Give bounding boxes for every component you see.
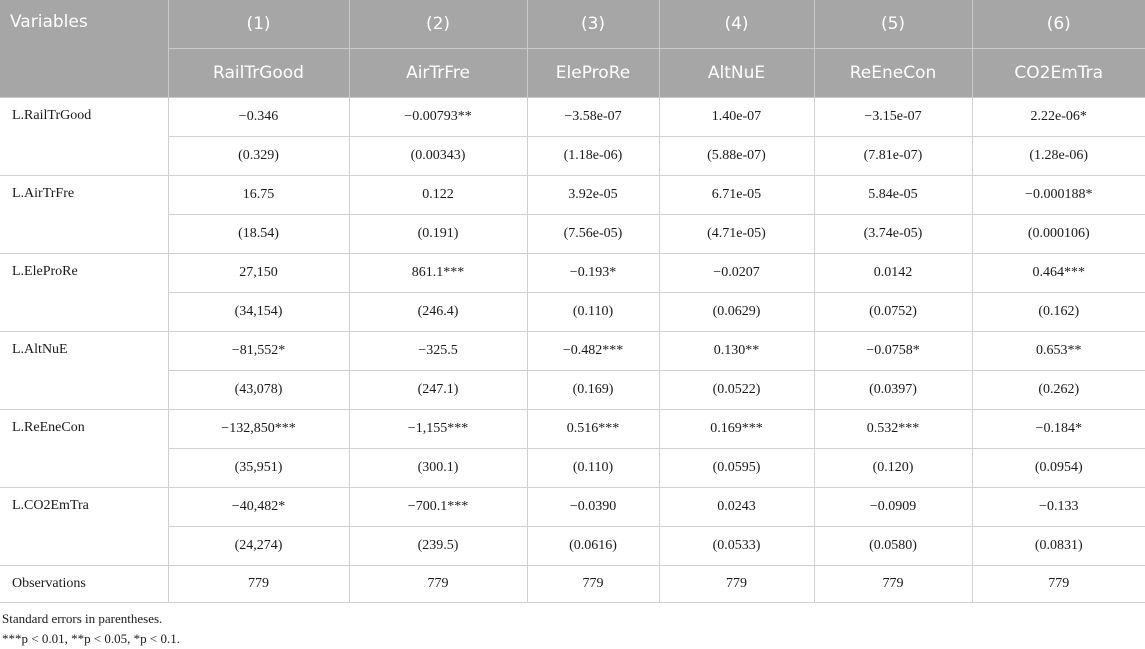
standard-error-cell: (0.0629) — [659, 293, 814, 332]
observations-label: Observations — [0, 566, 168, 603]
standard-error-cell: (0.120) — [814, 449, 972, 488]
standard-error-cell: (247.1) — [349, 371, 527, 410]
coefficient-cell: 0.516*** — [527, 410, 659, 449]
table-row — [0, 410, 1145, 449]
coefficient-cell: −3.15e-07 — [814, 98, 972, 137]
coefficient-cell: −0.193* — [527, 254, 659, 293]
table-row-standard-errors — [0, 371, 1145, 410]
coefficient-cell: −325.5 — [349, 332, 527, 371]
standard-error-cell: (0.0595) — [659, 449, 814, 488]
observations-cell: 779 — [972, 566, 1145, 603]
standard-error-cell: (35,951) — [168, 449, 349, 488]
coefficient-cell: −0.0207 — [659, 254, 814, 293]
coefficient-cell: −3.58e-07 — [527, 98, 659, 137]
coefficient-cell: −0.0390 — [527, 488, 659, 527]
column-name-2: AirTrFre — [349, 49, 527, 98]
coefficient-cell: −0.0909 — [814, 488, 972, 527]
standard-error-cell: (5.88e-07) — [659, 137, 814, 176]
table-row-standard-errors — [0, 293, 1145, 332]
coefficient-cell: 0.169*** — [659, 410, 814, 449]
standard-error-cell: (0.191) — [349, 215, 527, 254]
standard-error-cell: (43,078) — [168, 371, 349, 410]
standard-error-cell: (0.162) — [972, 293, 1145, 332]
standard-error-cell: (0.329) — [168, 137, 349, 176]
row-variable-label: L.ReEneCon — [0, 410, 168, 488]
standard-error-cell: (300.1) — [349, 449, 527, 488]
column-number-6: (6) — [972, 0, 1145, 49]
column-name-1: RailTrGood — [168, 49, 349, 98]
coefficient-cell: 2.22e-06* — [972, 98, 1145, 137]
table-row — [0, 176, 1145, 215]
coefficient-cell: −0.184* — [972, 410, 1145, 449]
standard-error-cell: (0.0831) — [972, 527, 1145, 566]
standard-error-cell: (7.56e-05) — [527, 215, 659, 254]
standard-error-cell: (18.54) — [168, 215, 349, 254]
column-name-6: CO2EmTra — [972, 49, 1145, 98]
coefficient-cell: 0.464*** — [972, 254, 1145, 293]
column-number-3: (3) — [527, 0, 659, 49]
standard-error-cell: (0.169) — [527, 371, 659, 410]
coefficient-cell: −132,850*** — [168, 410, 349, 449]
table-header — [0, 0, 1145, 98]
standard-error-cell: (0.0522) — [659, 371, 814, 410]
note-standard-errors: Standard errors in parentheses. — [2, 611, 163, 626]
observations-cell: 779 — [527, 566, 659, 603]
standard-error-cell: (0.0533) — [659, 527, 814, 566]
header-row-numbers — [0, 0, 1145, 49]
table-row — [0, 98, 1145, 137]
column-number-2: (2) — [349, 0, 527, 49]
note-significance: ***p < 0.01, **p < 0.05, *p < 0.1. — [2, 631, 180, 646]
standard-error-cell: (1.18e-06) — [527, 137, 659, 176]
standard-error-cell: (0.110) — [527, 449, 659, 488]
row-variable-label: L.AirTrFre — [0, 176, 168, 254]
standard-error-cell: (0.0580) — [814, 527, 972, 566]
row-variable-label: L.RailTrGood — [0, 98, 168, 176]
observations-cell: 779 — [349, 566, 527, 603]
coefficient-cell: 5.84e-05 — [814, 176, 972, 215]
coefficient-cell: −0.133 — [972, 488, 1145, 527]
standard-error-cell: (0.0616) — [527, 527, 659, 566]
coefficient-cell: 1.40e-07 — [659, 98, 814, 137]
row-variable-label: L.CO2EmTra — [0, 488, 168, 566]
table-row-standard-errors — [0, 215, 1145, 254]
table-row — [0, 488, 1145, 527]
table-row — [0, 332, 1145, 371]
table-row-standard-errors — [0, 449, 1145, 488]
coefficient-cell: −40,482* — [168, 488, 349, 527]
observations-cell: 779 — [659, 566, 814, 603]
standard-error-cell: (246.4) — [349, 293, 527, 332]
column-number-1: (1) — [168, 0, 349, 49]
coefficient-cell: 16.75 — [168, 176, 349, 215]
column-name-4: AltNuE — [659, 49, 814, 98]
coefficient-cell: 0.0243 — [659, 488, 814, 527]
standard-error-cell: (0.0752) — [814, 293, 972, 332]
coefficient-cell: −0.0758* — [814, 332, 972, 371]
column-number-5: (5) — [814, 0, 972, 49]
column-name-3: EleProRe — [527, 49, 659, 98]
coefficient-cell: 0.532*** — [814, 410, 972, 449]
coefficient-cell: 0.653** — [972, 332, 1145, 371]
coefficient-cell: 6.71e-05 — [659, 176, 814, 215]
row-variable-label: L.EleProRe — [0, 254, 168, 332]
standard-error-cell: (0.0954) — [972, 449, 1145, 488]
observations-row — [0, 566, 1145, 603]
table-notes — [0, 609, 1145, 649]
standard-error-cell: (34,154) — [168, 293, 349, 332]
coefficient-cell: 0.130** — [659, 332, 814, 371]
standard-error-cell: (0.000106) — [972, 215, 1145, 254]
table-row-standard-errors — [0, 137, 1145, 176]
standard-error-cell: (0.110) — [527, 293, 659, 332]
observations-cell: 779 — [814, 566, 972, 603]
table-row-standard-errors — [0, 527, 1145, 566]
observations-cell: 779 — [168, 566, 349, 603]
coefficient-cell: −0.482*** — [527, 332, 659, 371]
column-name-5: ReEneCon — [814, 49, 972, 98]
table-row — [0, 254, 1145, 293]
coefficient-cell: 861.1*** — [349, 254, 527, 293]
variables-header: Variables — [0, 0, 168, 98]
standard-error-cell: (7.81e-07) — [814, 137, 972, 176]
standard-error-cell: (0.0397) — [814, 371, 972, 410]
coefficient-cell: 3.92e-05 — [527, 176, 659, 215]
standard-error-cell: (1.28e-06) — [972, 137, 1145, 176]
standard-error-cell: (24,274) — [168, 527, 349, 566]
coefficient-cell: −1,155*** — [349, 410, 527, 449]
coefficient-cell: −81,552* — [168, 332, 349, 371]
header-row-names — [0, 49, 1145, 98]
table-body — [0, 98, 1145, 603]
standard-error-cell: (4.71e-05) — [659, 215, 814, 254]
column-number-4: (4) — [659, 0, 814, 49]
standard-error-cell: (3.74e-05) — [814, 215, 972, 254]
coefficient-cell: −700.1*** — [349, 488, 527, 527]
coefficient-cell: 0.122 — [349, 176, 527, 215]
coefficient-cell: −0.000188* — [972, 176, 1145, 215]
coefficient-cell: −0.00793** — [349, 98, 527, 137]
standard-error-cell: (0.00343) — [349, 137, 527, 176]
standard-error-cell: (239.5) — [349, 527, 527, 566]
coefficient-cell: 27,150 — [168, 254, 349, 293]
standard-error-cell: (0.262) — [972, 371, 1145, 410]
coefficient-cell: −0.346 — [168, 98, 349, 137]
coefficient-cell: 0.0142 — [814, 254, 972, 293]
row-variable-label: L.AltNuE — [0, 332, 168, 410]
